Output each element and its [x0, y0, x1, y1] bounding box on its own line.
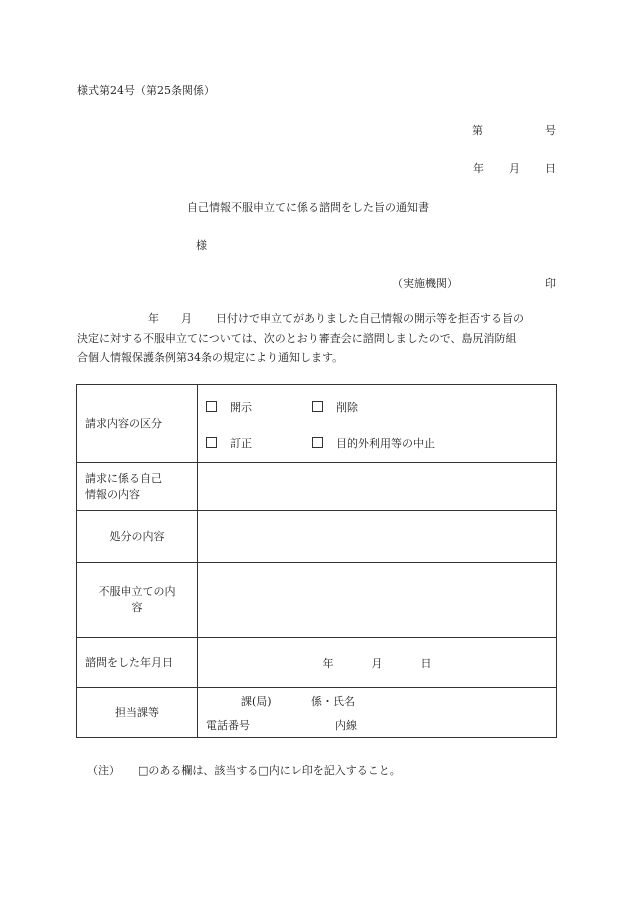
consult-date-field[interactable]: 年 月 日 — [198, 638, 557, 688]
table-row — [77, 638, 557, 688]
body-text — [77, 309, 557, 368]
document-title: 自己情報不服申立てに係る諮問をした旨の通知書 — [187, 201, 429, 214]
charge-phone: 電話番号 — [206, 718, 250, 732]
table-row — [77, 385, 557, 463]
charge-staff: 係・氏名 — [311, 694, 355, 708]
note-text: □のある欄は、該当する□内にレ印を記入すること。 — [138, 764, 401, 777]
option-deletion[interactable]: 削除 — [312, 399, 504, 415]
body-line-2: 決定に対する不服申立てについては、次のとおり審査会に諮問しましたので、島尻消防組 — [77, 331, 517, 345]
body-line-1: 年 月 日付けで申立てがありました自己情報の開示等を拒否する旨の — [148, 312, 524, 325]
info-content-label: 請求に係る自己 情報の内容 — [77, 463, 198, 511]
charge-dept: 課(局) — [241, 694, 272, 708]
decision-label: 処分の内容 — [77, 511, 198, 563]
table-row — [77, 511, 557, 563]
note-prefix: （注） — [87, 764, 120, 777]
body-line-3: 合個人情報保護条例第34条の規定により通知します。 — [77, 351, 344, 364]
reference-number — [472, 122, 556, 138]
checkbox-icon[interactable] — [206, 437, 217, 448]
table-row — [77, 688, 557, 738]
charge-field[interactable] — [198, 688, 557, 738]
seal-mark: 印 — [545, 277, 556, 290]
issue-date — [473, 160, 556, 176]
table-row — [77, 563, 557, 638]
footnote — [87, 762, 401, 778]
checkbox-icon[interactable] — [312, 401, 323, 412]
checkbox-icon[interactable] — [206, 401, 217, 412]
form-number: 様式第24号（第25条関係） — [77, 84, 215, 97]
option-disclosure[interactable]: 開示 — [206, 399, 304, 415]
appeal-content-label: 不服申立ての内 容 — [77, 563, 198, 638]
decision-field[interactable] — [198, 511, 557, 563]
consult-date-label: 諮問をした年月日 — [77, 638, 198, 688]
table-row — [77, 463, 557, 511]
date-day: 日 — [545, 162, 556, 175]
appeal-content-field[interactable] — [198, 563, 557, 638]
date-year: 年 — [473, 162, 484, 175]
charge-label: 担当課等 — [77, 688, 198, 738]
ref-go: 号 — [545, 124, 556, 137]
issuer — [392, 275, 556, 291]
ref-dai: 第 — [472, 124, 483, 137]
request-type-options — [198, 385, 557, 463]
date-month: 月 — [509, 162, 520, 175]
addressee: 様 — [196, 239, 207, 252]
checkbox-icon[interactable] — [312, 437, 323, 448]
option-correction[interactable]: 訂正 — [206, 435, 304, 451]
info-content-field[interactable] — [198, 463, 557, 511]
charge-ext: 内線 — [335, 718, 357, 732]
request-type-label: 請求内容の区分 — [77, 385, 198, 463]
request-table — [76, 384, 557, 738]
option-stop-use[interactable]: 目的外利用等の中止 — [312, 435, 504, 451]
issuer-label: （実施機関） — [392, 277, 458, 290]
